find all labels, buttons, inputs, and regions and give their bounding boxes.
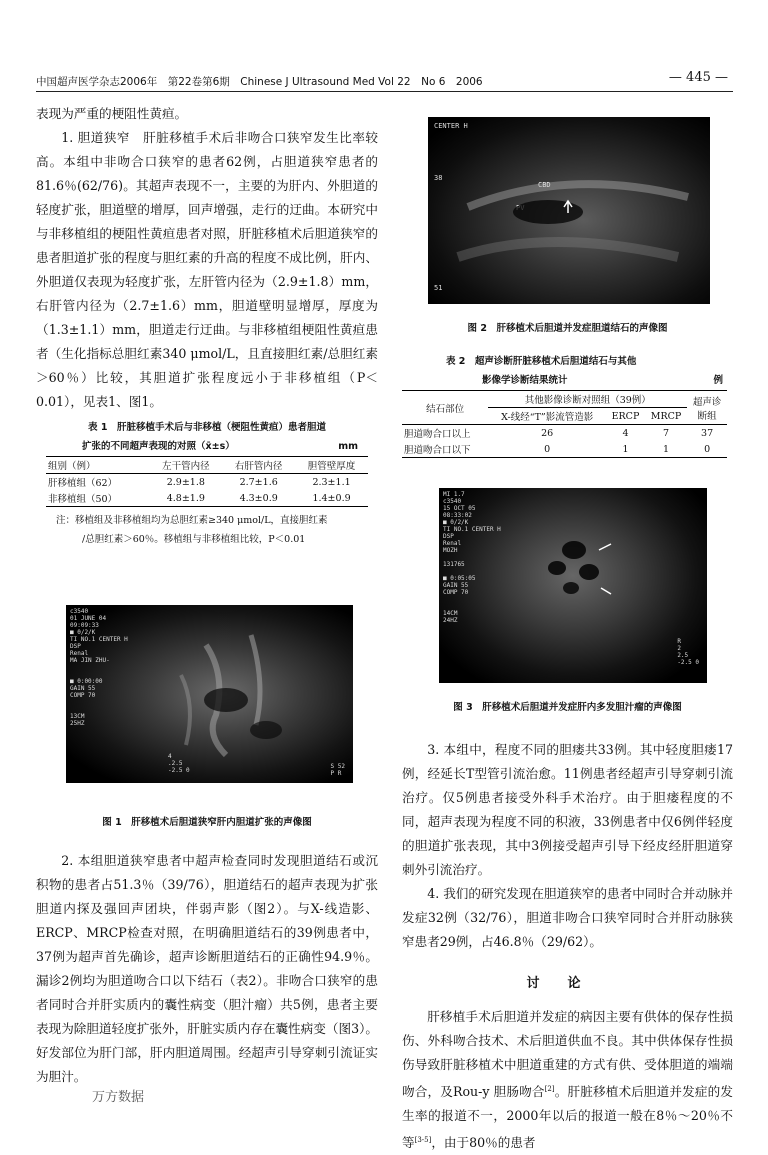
figure-1-ultrasound-image bbox=[66, 605, 353, 783]
table-2-cell: 37 bbox=[701, 427, 714, 439]
table-1-header: 右肝管内径 bbox=[234, 461, 283, 472]
table-1-cell: 4.8±1.9 bbox=[166, 492, 205, 504]
journal-header: 中国超声医学杂志2006年 第22卷第6期 Chinese J Ultrasound Med Vol 22 No 6 2006 bbox=[36, 76, 483, 88]
table-2-header bbox=[687, 391, 727, 425]
paragraph-intro: 表现为严重的梗阻性黄疸。 bbox=[36, 106, 188, 121]
table-2-header: MRCP bbox=[645, 408, 687, 425]
table-2-row bbox=[402, 441, 727, 458]
table-2-header: 结石部位 bbox=[402, 391, 488, 425]
table-2-header: ERCP bbox=[606, 408, 645, 425]
left-column-bottom bbox=[36, 849, 378, 1089]
table-1-note-line2: /总胆红素＞60％。移植组与非移植组比较，P＜0.01 bbox=[82, 534, 306, 545]
discussion-text: ，由于80％的患者 bbox=[431, 1135, 536, 1151]
table-2-header-line: 超声诊 bbox=[692, 396, 722, 408]
discussion-text: 肝移植手术后胆道并发症的病因主要有供体的保存性损伤、外科吻合技术、术后胆道供血不良。其中供体保存性损伤导致肝脏移植术中胆道重建的方式有供、受体胆道的端端吻合，及Rou-y 胆肠吻合 bbox=[402, 1009, 733, 1100]
table-1-unit: mm bbox=[338, 441, 358, 452]
figure-1-caption: 图 1 肝移植术后胆道狭窄肝内胆道扩张的声像图 bbox=[102, 817, 312, 828]
table-1-cell: 2.9±1.8 bbox=[166, 476, 205, 488]
paragraph-arterial: 4. 我们的研究发现在胆道狭窄的患者中同时合并动脉并发症32例（32/76），胆道非吻合口狭窄同时合并肝动脉狭窄患者29例，占46.8％（29/62）。 bbox=[402, 886, 733, 949]
left-column-top bbox=[36, 102, 378, 414]
table-1-cell: 2.3±1.1 bbox=[312, 476, 351, 488]
table-1-cell: 4.3±0.9 bbox=[239, 492, 278, 504]
page-number: — 445 — bbox=[668, 70, 728, 85]
table-2 bbox=[402, 352, 733, 458]
table-1-cell: 2.7±1.6 bbox=[239, 476, 278, 488]
table-1-row bbox=[46, 474, 368, 491]
figure-3-overlay-text: MI 1.7 c3540 15 OCT 05 08:33:02 ■ 0/2/K TI NO.1 CENTER H DSP Renal MOZH 131765 ■ 0:05:05 GAIN 55 COMP 70 14CM 24HZ bbox=[443, 491, 501, 624]
citation-ref[interactable]: [2] bbox=[544, 1085, 555, 1093]
table-1-grid bbox=[46, 456, 368, 507]
table-1-note-line1: 注：移植组及非移植组均为总胆红素≥340 μmol/L，直接胆红素 bbox=[56, 515, 328, 526]
table-2-title-line2: 影像学诊断结果统计 bbox=[482, 375, 568, 386]
table-1-header: 左干管内径 bbox=[162, 461, 210, 472]
right-column-text bbox=[402, 738, 733, 1155]
table-2-cell: 1 bbox=[663, 443, 670, 455]
figure-3-echo-pattern bbox=[439, 488, 707, 683]
table-2-row bbox=[402, 425, 727, 442]
table-2-title-line1: 表 2 超声诊断肝脏移植术后胆道结石与其他 bbox=[446, 356, 637, 367]
figure-1-marker-text: S 52 P R bbox=[330, 763, 345, 777]
figure-2-echo-pattern bbox=[428, 117, 710, 304]
table-1-cell: 非移植组（50） bbox=[48, 494, 118, 505]
table-2-cell: 4 bbox=[622, 427, 629, 439]
table-1-title-line1: 表 1 肝脏移植手术后与非移植（梗阻性黄疸）患者胆道 bbox=[88, 422, 326, 433]
table-1 bbox=[36, 418, 378, 549]
table-2-header-line: 断组 bbox=[697, 410, 717, 422]
table-2-cell: 胆道吻合口以下 bbox=[404, 445, 471, 456]
citation-ref[interactable]: [3-5] bbox=[414, 1136, 432, 1145]
table-2-cell: 26 bbox=[541, 427, 554, 439]
figure-1-echo-pattern bbox=[66, 605, 353, 783]
discussion-text: 。肝脏移植术后胆道并发症的发生率的报道不一，2000年以后的报道一般在8％～20％不等 bbox=[402, 1084, 733, 1151]
figure-2-center-label: CENTER H bbox=[434, 122, 468, 130]
figure-1-overlay-text: c3540 01 JUNE 04 09:09:33 ■ 0/2/K TI NO.1 CENTER H DSP Renal MA JIN ZHU- ■ 0:00:00 GAIN 55 COMP 70 13CM 25HZ bbox=[70, 608, 128, 727]
arrow-icon bbox=[599, 544, 611, 550]
table-2-cell: 胆道吻合口以上 bbox=[404, 429, 471, 440]
figure-2-depth-label: 38 bbox=[434, 174, 443, 182]
table-1-header: 胆管壁厚度 bbox=[307, 461, 356, 472]
table-1-row bbox=[46, 490, 368, 507]
table-2-cell: 0 bbox=[704, 443, 711, 455]
header-rule bbox=[36, 91, 733, 92]
table-1-header: 组别（例） bbox=[48, 461, 96, 472]
table-2-grid bbox=[402, 390, 727, 458]
table-1-cell: 肝移植组（62） bbox=[48, 478, 118, 489]
table-1-cell: 1.4±0.9 bbox=[312, 492, 351, 504]
arrow-icon bbox=[601, 588, 611, 594]
table-2-header: X-线经“T”影流管造影 bbox=[488, 408, 606, 425]
figure-3-caption: 图 3 肝移植术后胆道并发症肝内多发胆汁瘤的声像图 bbox=[453, 702, 682, 713]
figure-2-ultrasound-image bbox=[428, 117, 710, 304]
figure-1-scale-text: 4 .2.5 -2.5 0 bbox=[168, 753, 190, 774]
figure-3-ultrasound-image bbox=[439, 488, 707, 683]
table-2-cell: 1 bbox=[622, 443, 629, 455]
table-2-header: 其他影像诊断对照组（39例） bbox=[488, 391, 687, 408]
figure-2-caption: 图 2 肝移植术后胆道并发症胆道结石的声像图 bbox=[467, 323, 668, 334]
paragraph-discussion bbox=[402, 1005, 733, 1155]
figure-2-cbd-label: CBD bbox=[538, 181, 551, 189]
paragraph-bile-stricture: 1. 胆道狭窄 肝脏移植手术后非吻合口狭窄发生比率较高。本组中非吻合口狭窄的患者62例，占胆道狭窄患者的81.6％(62/76)。其超声表现不一，主要的为肝内、外胆道的轻度扩张，胆道壁的增厚，回声增强，走行的迂曲。本研究中与非移植组的梗阻性黄疸患者对照，肝脏移植术后胆道狭窄的患者胆道扩张的程度与胆红素的升高的程度不成比例，肝内、外胆道仅表现为轻度扩张，左肝管内径为（2.9±1.8）mm，右肝管内径为（2.7±1.6）mm，胆道壁明显增厚，厚度为（1.3±1.1）mm，胆道走行迂曲。与非移植组梗阻性黄疸患者（生化指标总胆红素340 μmol/L，且直接胆红素/总胆红素＞60％）比较，其胆道扩张程度远小于非移植组（P＜0.01），见表1、图1。 bbox=[36, 130, 378, 409]
paragraph-bile-leak: 3. 本组中，程度不同的胆瘘共33例。其中轻度胆瘘17例，经延长T型管引流治愈。11例患者经超声引导穿刺引流治疗。仅5例患者接受外科手术治疗。由于胆瘘程度的不同，超声表现为程度不同的积液，33例患者中仅6例伴轻度的胆道扩张表现，其中3例接受超声引导下经皮经肝胆道穿刺外引流治疗。 bbox=[402, 742, 733, 877]
table-2-unit: 例 bbox=[713, 375, 723, 386]
section-title-discussion: 讨论 bbox=[526, 976, 609, 991]
table-2-cell: 7 bbox=[663, 427, 670, 439]
table-2-cell: 0 bbox=[544, 443, 551, 455]
watermark: 万方数据 bbox=[92, 1090, 145, 1105]
figure-2-depth-label-2: 51 bbox=[434, 284, 443, 292]
paragraph-stones: 2. 本组胆道狭窄患者中超声检查同时发现胆道结石或沉积物的患者占51.3％（39/76），胆道结石的超声表现为扩张胆道内探及强回声团块，伴弱声影（图2）。与X-线造影、ERCP、MRCP检查对照，在明确胆道结石的39例患者中，37例为超声首先确诊，超声诊断胆道结石的正确性94.9％。漏诊2例均为胆道吻合口以下结石（表2）。非吻合口狭窄的患者同时合并肝实质内的囊性病变（胆汁瘤）共5例，患者主要表现为除胆道轻度扩张外，肝脏实质内存在囊性病变（图3）。好发部位为肝门部，肝内胆道周围。经超声引导穿刺引流证实为胆汁。 bbox=[36, 853, 378, 1084]
table-1-title-line2: 扩张的不同超声表现的对照（x̄±s） bbox=[82, 441, 235, 452]
figure-3-scale-text: R 2 2.5 -2.5 0 bbox=[677, 638, 699, 666]
